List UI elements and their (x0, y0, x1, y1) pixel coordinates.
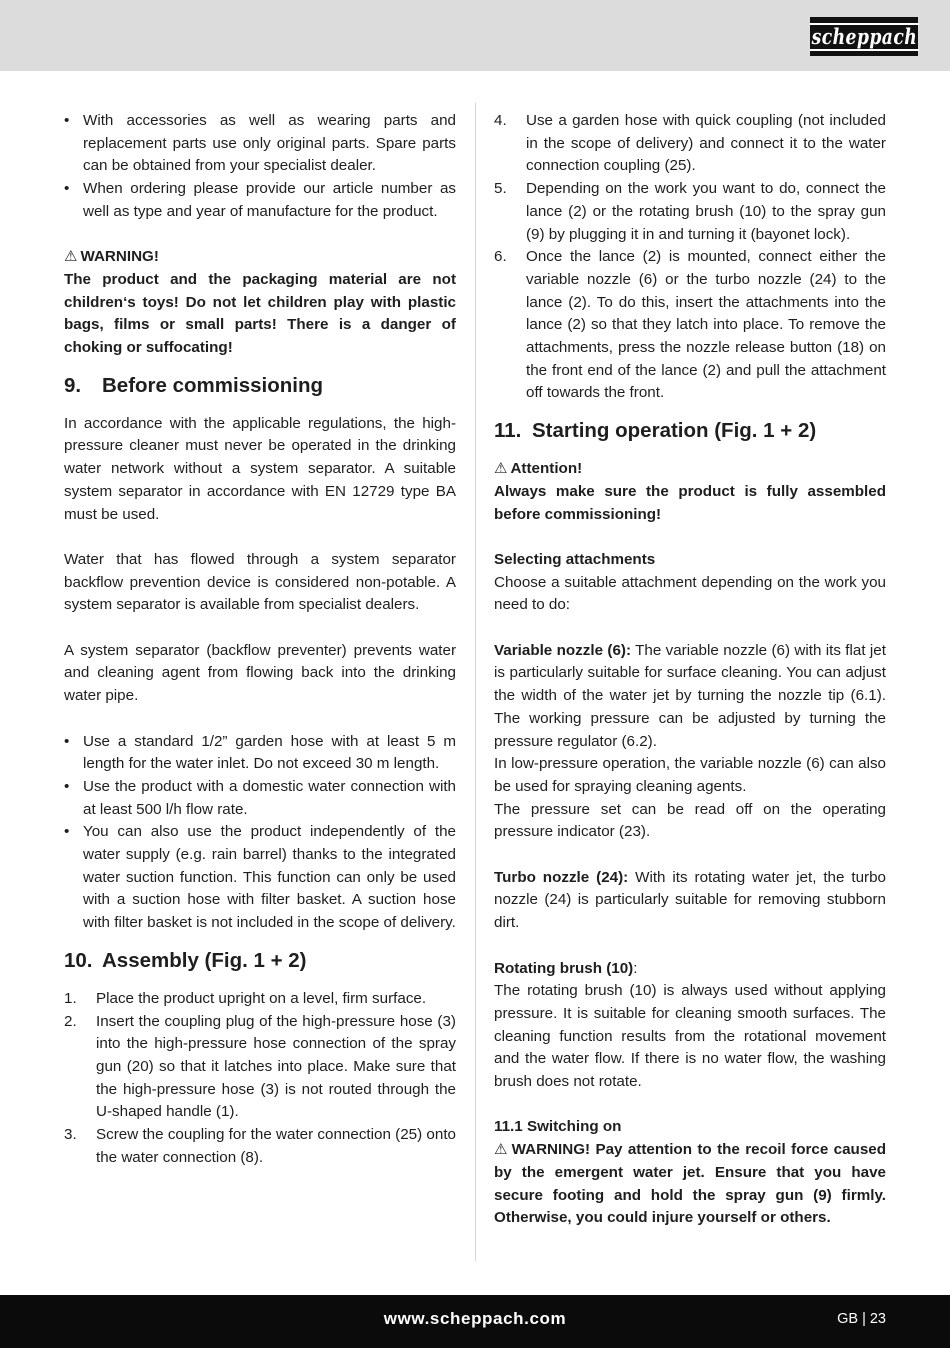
logo-text: scheppach (811, 23, 917, 49)
paragraph: Choose a suitable attachment depending on the work you need to do: (494, 573, 886, 614)
turbo-nozzle-paragraph: Turbo nozzle (24): With its rotating water jet, the turbo nozzle (24) is particularly suitable for removing stubborn dirt. (494, 868, 886, 932)
paragraph: In accordance with the applicable regulations, the high-pressure cleaner must never be operated in the drinking water network without a system separator. A suitable system separator in accordance with EN 12729 type BA must be used. (64, 414, 456, 523)
bullet-icon: • (64, 112, 70, 129)
list-item: • You can also use the product independently of the water supply (e.g. rain barrel) thanks to the integrated water suction function. This function can only be used with a suction hose with filter basket. A suction hose with filter basket is not included in the scope of delivery. (64, 823, 456, 932)
step-item: 1. Place the product upright on a level, firm surface. (64, 989, 427, 1007)
step-item: 3. Screw the coupling for the water connection (25) onto the water connection (8). (64, 1126, 456, 1166)
scheppach-logo (810, 17, 918, 56)
rotating-brush-heading: Rotating brush (10): (494, 959, 638, 977)
warning-heading: ⚠ WARNING! (64, 248, 159, 266)
subheading: Selecting attachments (494, 550, 656, 568)
section-heading-9: 9. Before commissioning (64, 373, 323, 397)
step-item: 2. Insert the coupling plug of the high-pressure hose (3) into the high-pressure hose connection of the spray gun (20) so that it latches into place. Make sure that the high-pressure hose (3) is not routed through the U-shaped handle (1). (64, 1012, 456, 1121)
list-item: • Use a standard 1/2” garden hose with at least 5 m length for the water inlet. Do not exceed 30 m length. (64, 732, 456, 773)
bullet-icon: • (64, 732, 70, 750)
paragraph: A system separator (backflow preventer) prevents water and cleaning agent from flowing back into the drinking water pipe. (64, 641, 456, 705)
footer-bar (0, 1295, 950, 1348)
section-heading-10: 10. Assembly (Fig. 1 + 2) (64, 948, 307, 972)
attention-heading: ⚠ Attention! (494, 460, 583, 478)
list-item: • When ordering please provide our article number as well as type and year of manufacture for the product. (64, 180, 456, 220)
paragraph: The pressure set can be read off on the operating pressure indicator (23). (494, 800, 886, 841)
paragraph: In low-pressure operation, the variable nozzle (6) can also be used for spraying cleaning agents. (494, 755, 886, 795)
section-heading-11: 11. Starting operation (Fig. 1 + 2) (494, 419, 817, 443)
warning-triangle-icon: ⚠ (494, 460, 508, 478)
variable-nozzle-paragraph: Variable nozzle (6): The variable nozzle (6) with its flat jet is particularly suitable for surface cleaning. You can adjust the width of the water jet by turning the nozzle tip (6.1). The working pressure can be adjusted by turning the pressure regulator (6.2). (494, 641, 886, 750)
list-item: • Use the product with a domestic water connection with at least 500 l/h flow rate. (64, 777, 456, 818)
bullet-icon: • (64, 823, 70, 841)
paragraph: Water that has flowed through a system separator backflow prevention device is considered non-potable. A system separator is available from specialist dealers. (64, 550, 456, 614)
step-item: 5. Depending on the work you want to do, connect the lance (2) or the rotating brush (10) to the spray gun (9) by plugging it in and turning it (bayonet lock). (494, 180, 886, 243)
warning-text: ⚠ WARNING! Pay attention to the recoil force caused by the emergent water jet. Ensure that you have secure footing and hold the spray gun (9) firmly. Otherwise, you could injure yourself or others. (494, 1141, 886, 1227)
attention-text: Always make sure the product is fully assembled before commissioning! (494, 482, 886, 523)
right-column (494, 110, 886, 1230)
left-column (64, 110, 456, 1169)
warning-text: The product and the packaging material are not children‘s toys! Do not let children play with plastic bags, films or small parts! There is a danger of choking or suffocating! (64, 270, 456, 357)
warning-triangle-icon: ⚠ (64, 248, 78, 266)
page-number: GB | 23 (837, 1311, 886, 1327)
column-divider (475, 103, 476, 1261)
subheading-11-1: 11.1 Switching on (494, 1118, 622, 1136)
website-link[interactable]: www.scheppach.com (383, 1309, 567, 1328)
step-item: 4. Use a garden hose with quick coupling (not included in the scope of delivery) and connect it to the water connection coupling (25). (494, 112, 886, 175)
step-item: 6. Once the lance (2) is mounted, connect either the variable nozzle (6) or the turbo nozzle (24) to the lance (2). To do this, insert the attachments into the lance (2) so that they latch into place. To remove the attachments, press the nozzle release button (18) on the front end of the lance (2) and pull the attachment off towards the front. (494, 248, 886, 402)
bullet-icon: • (64, 777, 70, 795)
warning-triangle-icon: ⚠ (494, 1141, 509, 1159)
header-bar (0, 0, 950, 71)
bullet-icon: • (64, 180, 70, 198)
paragraph: The rotating brush (10) is always used without applying pressure. It is suitable for cleaning smooth surfaces. The cleaning function results from the rotational movement and the water flow. If there is no water flow, the washing brush does not rotate. (494, 982, 886, 1091)
list-item: • With accessories as well as wearing parts and replacement parts use only original parts. Spare parts can be obtained from your specialist dealer. (64, 112, 456, 175)
